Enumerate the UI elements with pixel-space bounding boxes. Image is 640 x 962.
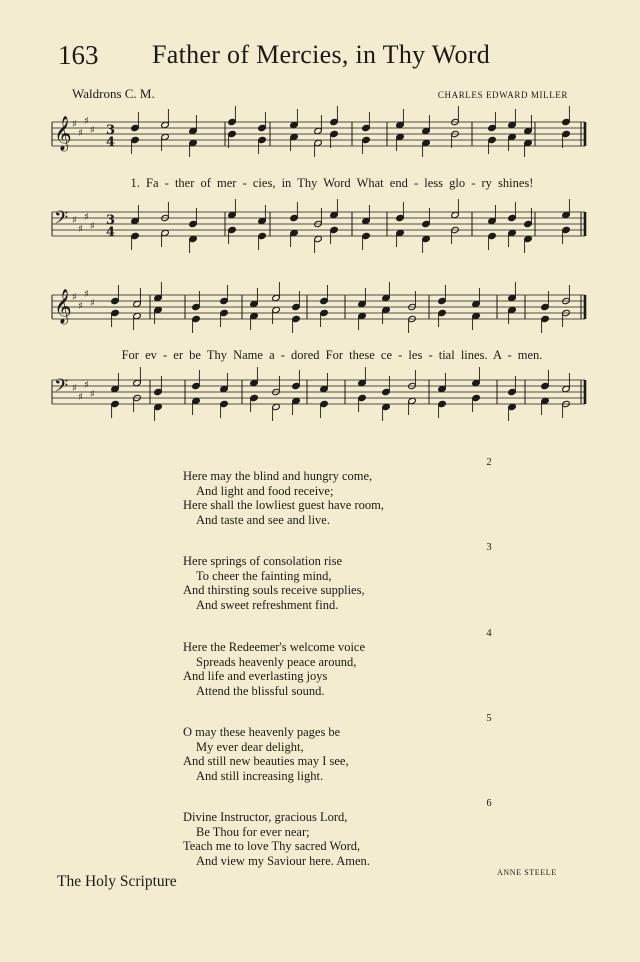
verse-number: 3 xyxy=(486,542,492,553)
bass-clef-icon: 𝄢 xyxy=(54,376,69,401)
svg-text:4: 4 xyxy=(106,225,116,240)
svg-text:♯: ♯ xyxy=(90,298,95,309)
verse-line: Attend the blissful sound. xyxy=(196,683,325,698)
lyrics-line-1: 1. Fa - ther of mer - cies, in Thy Word What end - less glo - ry shines! xyxy=(130,176,534,190)
svg-text:♯: ♯ xyxy=(84,289,89,300)
verse-line: O may these heavenly pages be xyxy=(183,725,341,739)
svg-text:4: 4 xyxy=(106,135,116,150)
verse-line: Be Thou for ever near; xyxy=(196,824,310,839)
verse-number: 5 xyxy=(486,713,492,724)
svg-text:♯: ♯ xyxy=(78,301,83,312)
hymn-number: 163 xyxy=(58,40,99,70)
verse-line: And light and food receive; xyxy=(196,483,334,498)
verse-line: My ever dear delight, xyxy=(196,739,304,754)
section-footer: The Holy Scripture xyxy=(57,873,177,890)
verse-number: 2 xyxy=(486,457,492,468)
svg-text:3: 3 xyxy=(106,123,116,138)
verse-line: Here shall the lowliest guest have room, xyxy=(183,498,384,513)
treble-clef-icon: 𝄞 xyxy=(54,289,72,324)
svg-text:♯: ♯ xyxy=(72,215,77,226)
svg-text:♯: ♯ xyxy=(84,212,89,223)
verse-4 xyxy=(183,627,492,698)
tune-name: Waldrons C. M. xyxy=(72,86,155,101)
svg-text:♯: ♯ xyxy=(90,389,95,400)
lyrics-line-2: For ev - er be Thy Name a - dored For these ce - les - tial lines. A - men. xyxy=(121,348,543,362)
verse-line: And life and everlasting joys xyxy=(183,669,328,684)
author-credit: ANNE STEELE xyxy=(497,868,557,877)
verse-line: Here may the blind and hungry come, xyxy=(183,469,373,483)
verse-number: 6 xyxy=(486,798,492,809)
verse-line: And taste and see and live. xyxy=(196,512,330,527)
verse-line: Here the Redeemer's welcome voice xyxy=(183,640,366,654)
verse-line: Teach me to love Thy sacred Word, xyxy=(183,839,361,854)
bass-clef-icon: 𝄢 xyxy=(54,208,69,233)
svg-text:♯: ♯ xyxy=(72,292,77,303)
svg-text:3: 3 xyxy=(106,213,116,228)
verse-number: 4 xyxy=(486,628,492,639)
verse-line: Spreads heavenly peace around, xyxy=(196,654,357,669)
composer-credit: CHARLES EDWARD MILLER xyxy=(437,90,568,100)
verse-6 xyxy=(183,797,492,868)
svg-text:♯: ♯ xyxy=(84,116,89,127)
verse-line: And view my Saviour here. Amen. xyxy=(196,853,370,868)
treble-clef-icon: 𝄞 xyxy=(54,116,72,151)
svg-text:♯: ♯ xyxy=(84,380,89,391)
svg-text:♯: ♯ xyxy=(72,119,77,130)
verse-line: Here springs of consolation rise xyxy=(183,554,342,568)
verse-5 xyxy=(183,712,492,783)
verse-line: And sweet refreshment find. xyxy=(196,597,339,612)
verse-3 xyxy=(183,541,492,612)
verse-line: To cheer the fainting mind, xyxy=(196,568,332,583)
verse-line: And still new beauties may I see, xyxy=(183,754,349,769)
verse-line: Divine Instructor, gracious Lord, xyxy=(183,810,348,824)
svg-text:♯: ♯ xyxy=(90,221,95,232)
svg-text:♯: ♯ xyxy=(78,224,83,235)
verse-line: And thirsting souls receive supplies, xyxy=(183,583,365,598)
svg-text:♯: ♯ xyxy=(72,383,77,394)
hymn-title: Father of Mercies, in Thy Word xyxy=(152,40,491,69)
svg-text:♯: ♯ xyxy=(90,125,95,136)
svg-text:♯: ♯ xyxy=(78,392,83,403)
music-score xyxy=(0,0,640,440)
verse-line: And still increasing light. xyxy=(196,768,324,783)
svg-text:♯: ♯ xyxy=(78,128,83,139)
verse-2 xyxy=(183,456,492,527)
